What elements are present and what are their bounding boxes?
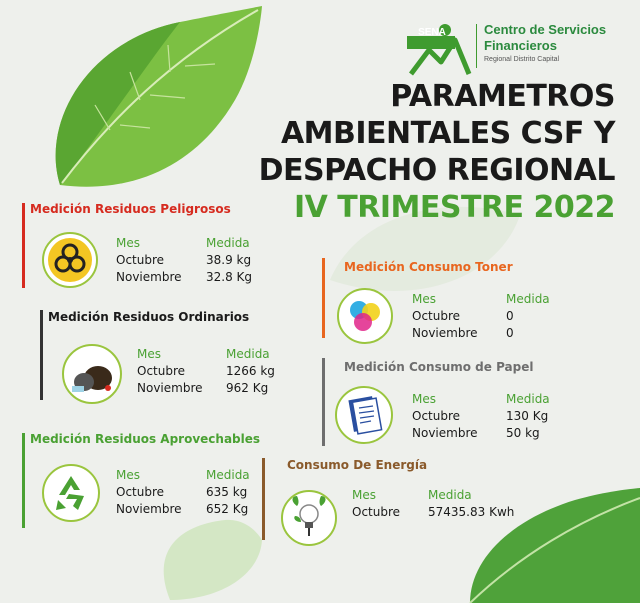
papel-col-mes: Mes: [412, 392, 436, 406]
energia-col-medida: Medida: [428, 488, 472, 502]
aprovechables-title: Medición Residuos Aprovechables: [30, 432, 261, 446]
org-line2: Financieros: [484, 38, 557, 53]
eco-bulb-icon: [283, 492, 335, 544]
peligrosos-row1-mes: Octubre: [116, 253, 165, 267]
peligrosos-row2-mes: Noviembre: [116, 270, 182, 284]
papel-title: Medición Consumo de Papel: [344, 360, 534, 374]
toner-row1-medida: 0: [506, 309, 514, 323]
peligrosos-col-mes: Mes: [116, 236, 140, 250]
title-line3: DESPACHO REGIONAL: [258, 153, 615, 188]
energia-col-mes: Mes: [352, 488, 376, 502]
papel-row1-medida: 130 Kg: [506, 409, 549, 423]
papel-row2-mes: Noviembre: [412, 426, 478, 440]
energia-title: Consumo De Energía: [287, 458, 428, 472]
org-line1: Centro de Servicios: [484, 22, 607, 37]
peligrosos-col-medida: Medida: [206, 236, 250, 250]
toner-row2-mes: Noviembre: [412, 326, 478, 340]
ordinarios-row1-medida: 1266 kg: [226, 364, 275, 378]
trash-bags-icon: [64, 346, 120, 402]
title-line4: IV TRIMESTRE 2022: [293, 190, 615, 225]
toner-icon-circle: [337, 288, 393, 344]
aprovechables-col-mes: Mes: [116, 468, 140, 482]
biohazard-icon: [44, 234, 96, 286]
recycle-icon: [44, 466, 98, 520]
papel-row2-medida: 50 kg: [506, 426, 540, 440]
aprovechables-row2-medida: 652 Kg: [206, 502, 249, 516]
ordinarios-row2-medida: 962 Kg: [226, 381, 269, 395]
energia-icon-circle: [281, 490, 337, 546]
aprovechables-row2-mes: Noviembre: [116, 502, 182, 516]
peligrosos-row2-medida: 32.8 Kg: [206, 270, 253, 284]
ordinarios-icon-circle: [62, 344, 122, 404]
papel-row1-mes: Octubre: [412, 409, 461, 423]
energia-row1-medida: 57435.83 Kwh: [428, 505, 515, 519]
aprovechables-icon-circle: [42, 464, 100, 522]
aprovechables-col-medida: Medida: [206, 468, 250, 482]
ordinarios-row2-mes: Noviembre: [137, 381, 203, 395]
cmyk-toner-icon: [339, 290, 391, 342]
toner-row1-mes: Octubre: [412, 309, 461, 323]
title-line1: PARAMETROS: [390, 79, 615, 114]
org-line3: Regional Distrito Capital: [484, 56, 560, 63]
papel-icon-circle: [335, 386, 393, 444]
papel-col-medida: Medida: [506, 392, 550, 406]
ordinarios-col-mes: Mes: [137, 347, 161, 361]
peligrosos-icon-circle: [42, 232, 98, 288]
papel-bar: [322, 358, 325, 446]
logo-divider: [476, 24, 477, 68]
energia-row1-mes: Octubre: [352, 505, 401, 519]
toner-col-medida: Medida: [506, 292, 550, 306]
page-title: [230, 78, 615, 226]
toner-col-mes: Mes: [412, 292, 436, 306]
ordinarios-row1-mes: Octubre: [137, 364, 186, 378]
title-line2: AMBIENTALES CSF Y: [280, 116, 615, 151]
toner-row2-medida: 0: [506, 326, 514, 340]
peligrosos-row1-medida: 38.9 kg: [206, 253, 252, 267]
energia-bar: [262, 458, 265, 540]
ordinarios-col-medida: Medida: [226, 347, 270, 361]
aprovechables-bar: [22, 433, 25, 528]
ordinarios-bar: [40, 310, 43, 400]
ordinarios-title: Medición Residuos Ordinarios: [48, 310, 250, 324]
toner-bar: [322, 258, 325, 338]
sena-logo-word: SENA: [418, 27, 446, 38]
aprovechables-row1-medida: 635 kg: [206, 485, 248, 499]
aprovechables-row1-mes: Octubre: [116, 485, 165, 499]
leaf-bottom-left: [164, 520, 262, 600]
document-icon: [337, 388, 391, 442]
peligrosos-bar: [22, 203, 25, 288]
peligrosos-title: Medición Residuos Peligrosos: [30, 202, 231, 216]
toner-title: Medición Consumo Toner: [344, 260, 513, 274]
